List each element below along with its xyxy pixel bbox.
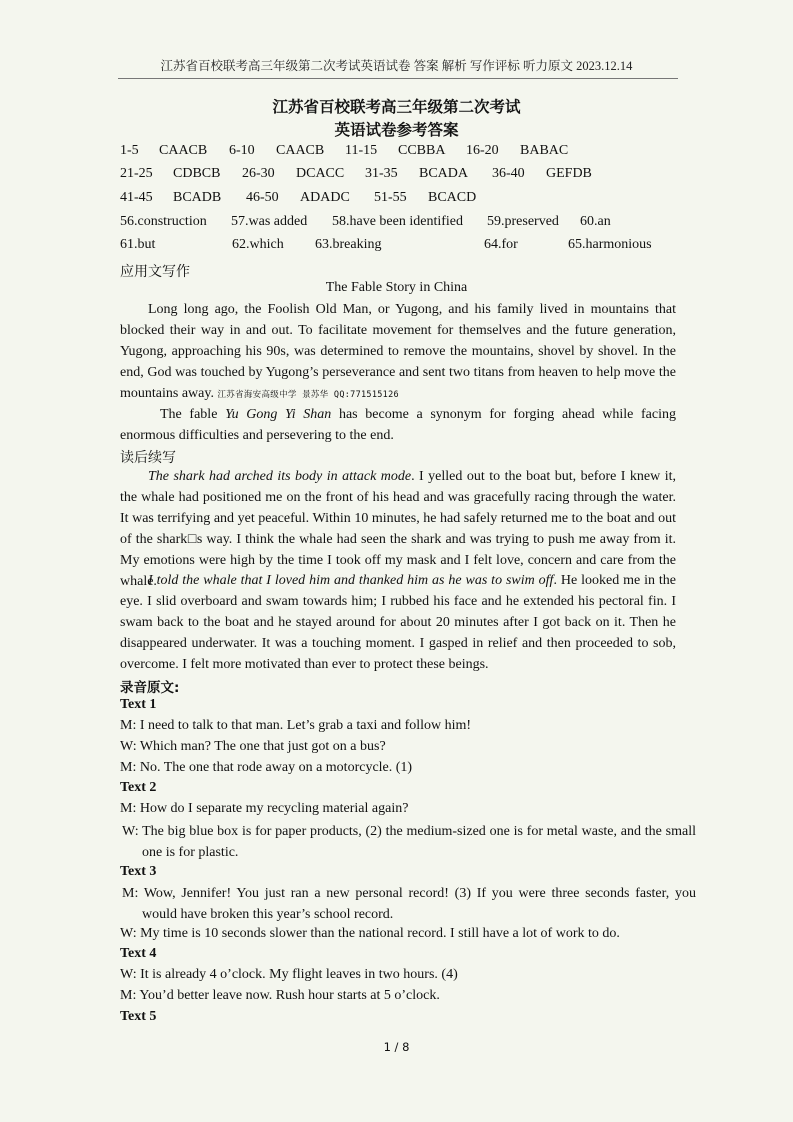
section-heading-continuation: 读后续写 [120,450,176,466]
answer-key: BCADB [173,190,222,205]
continuation-paragraph-2: I told the whale that I loved him and thanked him as he was to swim off. He looked me in the eye. I slid overboard and swam towards him; I rubbed his face and he extended his pectoral fin. I swam back to the boat and he stayed around for about 20 minutes after I got back on it. Then he disappeared underwater. It was a touching moment. I gasped in relief and then proceeded to sob, overcome. I felt more motivated than ever to protect these beings. [120,573,677,672]
essay-paragraph-2: The fable Yu Gong Yi Shan has become a synonym for forging ahead while facing enormous difficulties and persevering to the end. [120,407,677,443]
answer-item: 56.construction [120,214,207,229]
answer-range: 46-50 [246,190,279,205]
transcript-line: M: You’d better leave now. Rush hour starts at 5 o’clock. [120,988,440,1003]
answer-item: 62.which [232,237,284,252]
text-2-label: Text 2 [120,780,157,795]
answer-key: CDBCB [173,166,221,181]
text-3-label: Text 3 [120,864,157,879]
answer-range: 1-5 [120,143,139,158]
answer-item: 64.for [484,237,518,252]
section-heading-applied-writing: 应用文写作 [120,264,190,280]
transcript-line: M: How do I separate my recycling material again? [120,801,409,816]
answer-key: BABAC [520,143,569,158]
given-sentence-2: I told the whale that I loved him and thanked him as he was to swim off [148,573,554,588]
text-5-label: Text 5 [120,1009,157,1024]
answer-key: CAACB [276,143,325,158]
answer-item: 61.but [120,237,156,252]
running-header: 江苏省百校联考高三年级第二次考试英语试卷 答案 解析 写作评标 听力原文 2023.12.14 [160,59,633,73]
answer-range: 41-45 [120,190,153,205]
answer-range: 6-10 [229,143,255,158]
answer-key: CCBBA [398,143,446,158]
answer-range: 31-35 [365,166,398,181]
continuation-paragraph-1: The shark had arched its body in attack mode. I yelled out to the boat but, before I knew it, the whale had positioned me on the front of his head and was gracefully racing through the water. It was terrifying and yet peaceful. Within 10 minutes, he had safely returned me to the boat and out of the shark□s way. I think the whale had seen the shark and was trying to push me away from it. My emotions were high by the time I took off my mask and I felt love, concern and care from the whale. [120,469,676,589]
title-line-1: 江苏省百校联考高三年级第二次考试 [272,98,521,116]
answer-range: 16-20 [466,143,499,158]
title-line-2: 英语试卷参考答案 [334,121,459,139]
answer-key: DCACC [296,166,345,181]
essay-paragraph-1: Long long ago, the Foolish Old Man, or Yugong, and his family lived in mountains that blocked their way in and out. To facilitate movement for themselves and the future generation, Yugong, approaching his 90s, was determined to remove the mountains, shovel by shovel. In the end, God was touched by Yugong’s perseverance and sent two titans from heaven to help move the mountains away. 江苏省海安高级中学 景苏华 QQ:771515126 [120,302,676,401]
fable-name: Yu Gong Yi Shan [225,407,332,422]
transcript-line: W: Which man? The one that just got on a bus? [120,739,386,754]
transcript-line: M: No. The one that rode away on a motorcycle. (1) [120,760,413,775]
header-rule [118,78,678,79]
answer-item: 60.an [580,214,611,229]
transcript-line: W: The big blue box is for paper products, (2) the medium-sized one is for metal waste, and the small one is for plastic. [122,824,696,860]
answer-item: 65.harmonious [568,237,652,252]
essay-title: The Fable Story in China [325,280,468,295]
answer-key: ADADC [300,190,350,205]
section-heading-transcript: 录音原文: [120,680,180,696]
given-sentence-1: The shark had arched its body in attack mode [148,469,412,484]
text-4-label: Text 4 [120,946,157,961]
answer-item: 58.have been identified [332,214,464,229]
answer-key: BCADA [419,166,469,181]
answer-item: 59.preserved [487,214,559,229]
answer-range: 26-30 [242,166,275,181]
answer-range: 11-15 [345,143,378,158]
answer-range: 21-25 [120,166,153,181]
answer-range: 36-40 [492,166,525,181]
page-number: 1 / 8 [383,1040,410,1054]
transcript-line: M: I need to talk to that man. Let’s grab a taxi and follow him! [120,718,472,733]
answer-key: GEFDB [546,166,592,181]
transcript-line: W: My time is 10 seconds slower than the national record. I still have a lot of work to do. [120,926,620,941]
answer-range: 51-55 [374,190,407,205]
transcript-line: M: Wow, Jennifer! You just ran a new personal record! (3) If you were three seconds faster, you would have broken this year’s school record. [122,886,696,922]
answer-key: CAACB [159,143,208,158]
answer-key: BCACD [428,190,477,205]
text-1-label: Text 1 [120,697,157,712]
author-note: 江苏省海安高级中学 景苏华 QQ:771515126 [217,390,399,400]
answer-item: 57.was added [231,214,308,229]
transcript-line: W: It is already 4 o’clock. My flight leaves in two hours. (4) [120,967,458,982]
answer-item: 63.breaking [315,237,382,252]
